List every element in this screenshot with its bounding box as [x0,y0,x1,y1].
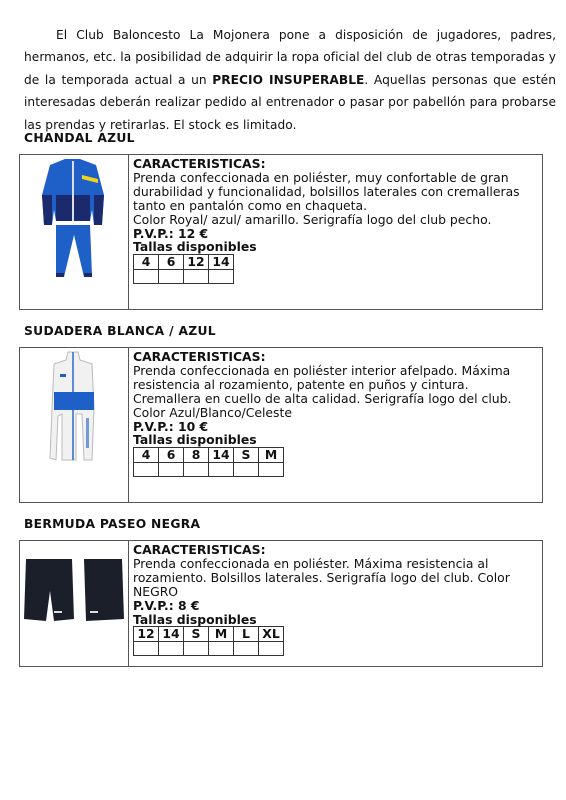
size-qty-cell[interactable] [234,642,259,656]
sizes-label: Tallas disponibles [133,432,257,448]
features-label: CARACTERISTICAS: [133,542,266,557]
size-qty-cell[interactable] [134,270,159,284]
product-price: P.V.P.: 8 € [133,597,200,613]
features-label: CARACTERISTICAS: [133,156,266,171]
product-price: P.V.P.: 12 € [133,225,209,241]
product-description: Prenda confeccionada en poliéster, muy confortable de gran durabilidad y funcionalidad, bolsillos laterales con cremalleras tanto en pantalón como en chaqueta. [133,169,520,213]
sizes-empty-row [134,270,234,284]
size-cell: M [259,448,284,463]
size-cell: 6 [159,255,184,270]
product-description: Prenda confeccionada en poliéster. Máxima resistencia al rozamiento. Bolsillos laterales. Serigrafía logo del club. Color NEGRO [133,555,510,599]
size-cell: M [209,627,234,642]
size-qty-cell[interactable] [184,463,209,477]
size-qty-cell[interactable] [184,642,209,656]
sizes-header-row [134,627,284,642]
sizes-header-row [134,255,234,270]
size-cell: 8 [184,448,209,463]
size-cell: S [234,448,259,463]
sizes-header-row [134,448,284,463]
size-qty-cell[interactable] [209,270,234,284]
size-cell: S [184,627,209,642]
size-qty-cell[interactable] [234,463,259,477]
product-title-bermuda: BERMUDA PASEO NEGRA [24,517,201,531]
size-cell: 14 [159,627,184,642]
size-cell: 14 [209,255,234,270]
features-label: CARACTERISTICAS: [133,349,266,364]
size-qty-cell[interactable] [134,642,159,656]
product-title-sudadera: SUDADERA BLANCA / AZUL [24,324,216,338]
product-price: P.V.P.: 10 € [133,418,209,434]
sizes-empty-row [134,642,284,656]
size-qty-cell[interactable] [134,463,159,477]
size-qty-cell[interactable] [209,463,234,477]
size-cell: 4 [134,448,159,463]
product-card-bermuda [19,540,543,667]
sizes-label: Tallas disponibles [133,611,257,627]
product-card-sudadera [19,347,543,503]
size-cell: 12 [184,255,209,270]
sizes-table [133,254,234,284]
product-title-chandal: CHANDAL AZUL [24,131,135,145]
product-image-chandal [20,155,129,309]
product-image-bermuda [20,541,129,666]
product-description: Prenda confeccionada en poliéster interior afelpado. Máxima resistencia al rozamiento, patente en puños y cintura. Cremallera en cuello de alta calidad. Serigrafía logo del club. Color Azul/Blanco/Celeste [133,362,512,420]
sizes-table [133,447,284,477]
size-qty-cell[interactable] [159,270,184,284]
intro-paragraph [24,24,556,136]
product-details-sudadera [129,348,542,502]
product-details-chandal [129,155,542,309]
size-cell: L [234,627,259,642]
product-details-bermuda [129,541,542,666]
product-image-sudadera [20,348,129,502]
size-cell: 6 [159,448,184,463]
sizes-table [133,626,284,656]
size-cell: 12 [134,627,159,642]
sizes-empty-row [134,463,284,477]
size-cell: 4 [134,255,159,270]
size-qty-cell[interactable] [259,463,284,477]
product-card-chandal [19,154,543,310]
size-qty-cell[interactable] [259,642,284,656]
size-qty-cell[interactable] [159,463,184,477]
intro-text-a: El Club Baloncesto La Mojonera pone a disposición de jugadores, padres, hermanos, etc. la posibilidad de adquirir la ropa oficial del club de otras temporadas y de la temporada actual a un [24,28,556,87]
size-cell: XL [259,627,284,642]
sizes-label: Tallas disponibles [133,239,257,255]
size-cell: 14 [209,448,234,463]
size-qty-cell[interactable] [209,642,234,656]
intro-text-b: . Aquellas personas que estén interesadas deberán realizar pedido al entrenador o pasar por pabellón para probarse las prendas y retirarlas. El stock es limitado. [24,72,556,132]
product-color-line: Color Royal/ azul/ amarillo. Serigrafía logo del club pecho. [133,211,492,227]
intro-highlight: PRECIO INSUPERABLE [212,72,365,87]
size-qty-cell[interactable] [184,270,209,284]
size-qty-cell[interactable] [159,642,184,656]
